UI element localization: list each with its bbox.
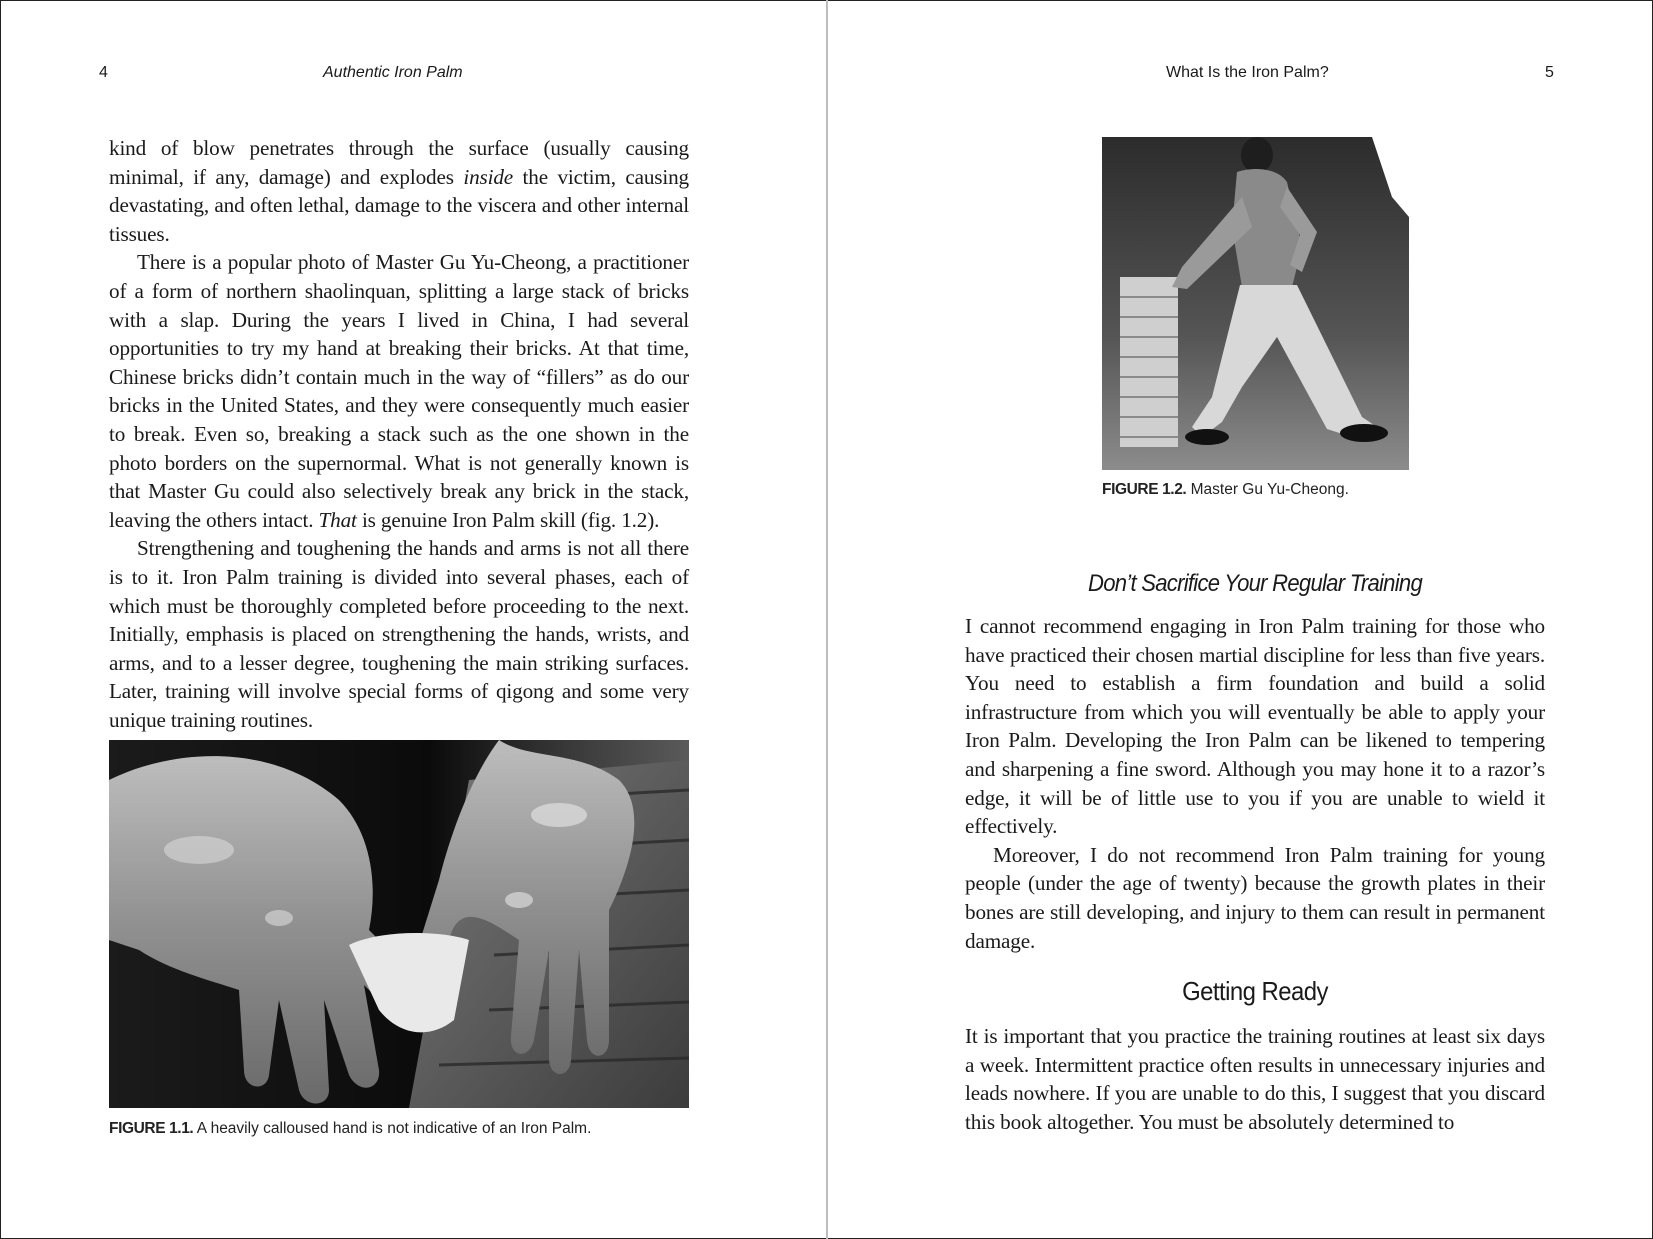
- figure-caption-text: Master Gu Yu-Cheong.: [1186, 481, 1349, 498]
- figure-1-1-caption: [109, 1120, 591, 1138]
- right-body-section-1: [965, 612, 1545, 955]
- left-body-text: [109, 134, 689, 734]
- paragraph: kind of blow penetrates through the surface (usually causing minimal, if any, damage) and explodes inside the victim, causing devastating, and often lethal, damage to the viscera and other internal tissues.: [109, 136, 689, 246]
- figure-label: FIGURE 1.2.: [1102, 481, 1187, 498]
- section-heading: Don’t Sacrifice Your Regular Training: [1087, 570, 1422, 597]
- paragraph: There is a popular photo of Master Gu Yu-Cheong, a practitioner of a form of northern shaolinquan, splitting a large stack of bricks with a slap. During the years I lived in China, I had several opportunities to try my hand at breaking their bricks. At that time, Chinese bricks didn’t contain much in the way of “fillers” as do our bricks in the United States, and they were consequently much easier to break. Even so, breaking a stack such as the one shown in the photo borders on the supernormal. What is not generally known is that Master Gu could also selectively break any brick in the stack, leaving the others intact. That is genuine Iron Palm skill (fig. 1.2).: [109, 250, 689, 532]
- figure-1-1-photo: [109, 740, 689, 1108]
- running-head: What Is the Iron Palm?: [1166, 64, 1329, 81]
- paragraph: Moreover, I do not recommend Iron Palm training for young people (under the age of twenty) because the growth plates in their bones are still developing, and injury to them can result in permanent damage.: [965, 842, 1545, 953]
- left-page: [0, 0, 826, 1239]
- figure-caption-text: A heavily calloused hand is not indicative of an Iron Palm.: [193, 1120, 592, 1137]
- running-head: Authentic Iron Palm: [323, 64, 463, 81]
- figure-1-2-photo: [1102, 137, 1409, 470]
- figure-label: FIGURE 1.1.: [109, 1120, 194, 1137]
- right-page: [828, 0, 1653, 1239]
- paragraph: It is important that you practice the training routines at least six days a week. Intermittent practice often results in unnecessary injuries and leads nowhere. If you are unable to do this, I suggest that you discard this book altogether. You must be absolutely determined to: [965, 1024, 1545, 1134]
- page-number: 4: [99, 64, 108, 81]
- master-gu-photo-image: [1102, 137, 1409, 470]
- paragraph: I cannot recommend engaging in Iron Palm training for those who have practiced their chosen martial discipline for less than five years. You need to establish a firm foundation and build a solid infrastructure from which you will eventually be able to apply your Iron Palm. Developing the Iron Palm can be likened to tempering and sharpening a fine sword. Although you may hone it to a razor’s edge, it will be of little use to you if you are unable to wield it effectively.: [965, 614, 1545, 839]
- page-number: 5: [1545, 64, 1554, 81]
- section-heading: Getting Ready: [1182, 976, 1328, 1006]
- right-body-section-2: [965, 1022, 1545, 1136]
- figure-1-2-caption: [1102, 481, 1349, 499]
- calloused-hands-image: [109, 740, 689, 1108]
- paragraph: Strengthening and toughening the hands and arms is not all there is to it. Iron Palm training is divided into several phases, each of which must be thoroughly completed before proceeding to the next. Initially, emphasis is placed on strengthening the hands, wrists, and arms, and to a lesser degree, toughening the main striking surfaces. Later, training will involve special forms of qigong and some very unique training routines.: [109, 536, 689, 732]
